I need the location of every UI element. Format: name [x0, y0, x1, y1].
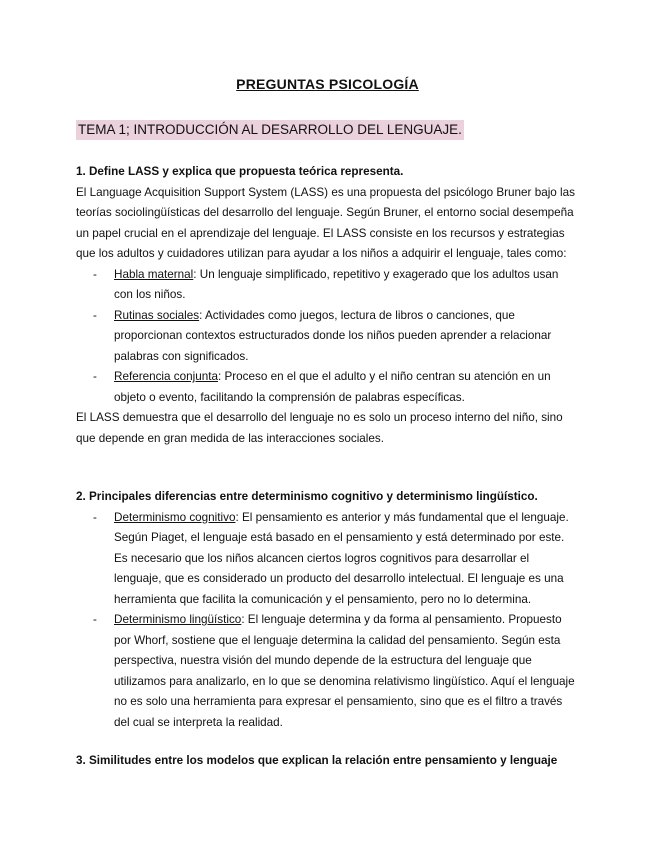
- question-1-list: [76, 265, 576, 409]
- question-1-conclusion: El LASS demuestra que el desarrollo del lenguaje no es solo un proceso interno del niño, sino que depende en gran medida de las interacciones sociales.: [76, 411, 563, 445]
- dash-bullet: -: [93, 308, 97, 322]
- dash-bullet: -: [93, 510, 97, 524]
- dash-bullet: -: [93, 370, 97, 383]
- list-item-text: : El pensamiento es anterior y más fundamental que el lenguaje. Según Piaget, el lenguaje está basado en el pensamiento y está determinado por este. Es necesario que los niños alcancen ciertos logros cognitivos para desarrollar el lenguaje, que es considerado un producto del desarrollo intelectual. El lenguaje es una herramienta que facilita la comunicación y el pensamiento, pero no lo determina.: [114, 510, 569, 606]
- list-item: [93, 306, 576, 368]
- list-item: [93, 508, 576, 611]
- question-2-title: 2. Principales diferencias entre determinismo cognitivo y determinismo lingüístico.: [76, 490, 538, 503]
- list-item: [93, 265, 576, 306]
- term-determinismo-cognitivo: Determinismo cognitivo: [114, 510, 236, 524]
- list-item-text: : Actividades como juegos, lectura de libros o canciones, que proporcionan contextos estructurados donde los niños pueden aprender a relacionar palabras con significados.: [114, 308, 552, 363]
- question-3-section: [76, 751, 576, 772]
- list-item-text: : Proceso en el que el adulto y el niño centran su atención en un objeto o evento, facilitando la comprensión de palabras específicas.: [114, 370, 551, 404]
- list-item-text: : El lenguaje determina y da forma al pensamiento. Propuesto por Whorf, sostiene que el lenguaje determina la calidad del pensamiento. Según esta perspectiva, nuestra visión del mundo depende de la estructura del lenguaje que utilizamos para analizarlo, en lo que se denomina relativismo lingüístico. Aquí el lenguaje no es solo una herramienta para expresar el pensamiento, sino que es el filtro a través del cual se interpreta la realidad.: [114, 613, 575, 729]
- document-title: PREGUNTAS PSICOLOGÍA: [236, 76, 419, 92]
- term-determinismo-linguistico: Determinismo lingüístico: [114, 613, 242, 626]
- question-1-intro: El Language Acquisition Support System (LASS) es una propuesta del psicólogo Bruner bajo las teorías sociolingüísticas del desarrollo del lenguaje. Según Bruner, el entorno social desempeña un papel crucial en el aprendizaje del lenguaje. El LASS consiste en los recursos y estrategias que los adultos y cuidadores utilizan para ayudar a los niños a adquirir el lenguaje, tales como:: [76, 185, 575, 260]
- question-1-title: 1. Define LASS y explica que propuesta teórica representa.: [76, 165, 404, 178]
- list-item: [93, 367, 576, 408]
- term-habla-maternal: Habla maternal: [114, 267, 194, 281]
- term-rutinas-sociales: Rutinas sociales: [114, 308, 200, 322]
- question-3-title: 3. Similitudes entre los modelos que explican la relación entre pensamiento y lenguaje: [76, 754, 558, 767]
- dash-bullet: -: [93, 267, 97, 281]
- list-item: [93, 610, 576, 733]
- question-1-section: [76, 162, 576, 449]
- dash-bullet: -: [93, 613, 97, 626]
- term-referencia-conjunta: Referencia conjunta: [114, 370, 218, 383]
- question-2-list: [76, 508, 576, 734]
- question-2-section: [76, 487, 576, 733]
- topic-heading: TEMA 1; INTRODUCCIÓN AL DESARROLLO DEL LENGUAJE.: [76, 120, 464, 140]
- list-item-text: : Un lenguaje simplificado, repetitivo y exagerado que los adultos usan con los niños.: [114, 267, 559, 301]
